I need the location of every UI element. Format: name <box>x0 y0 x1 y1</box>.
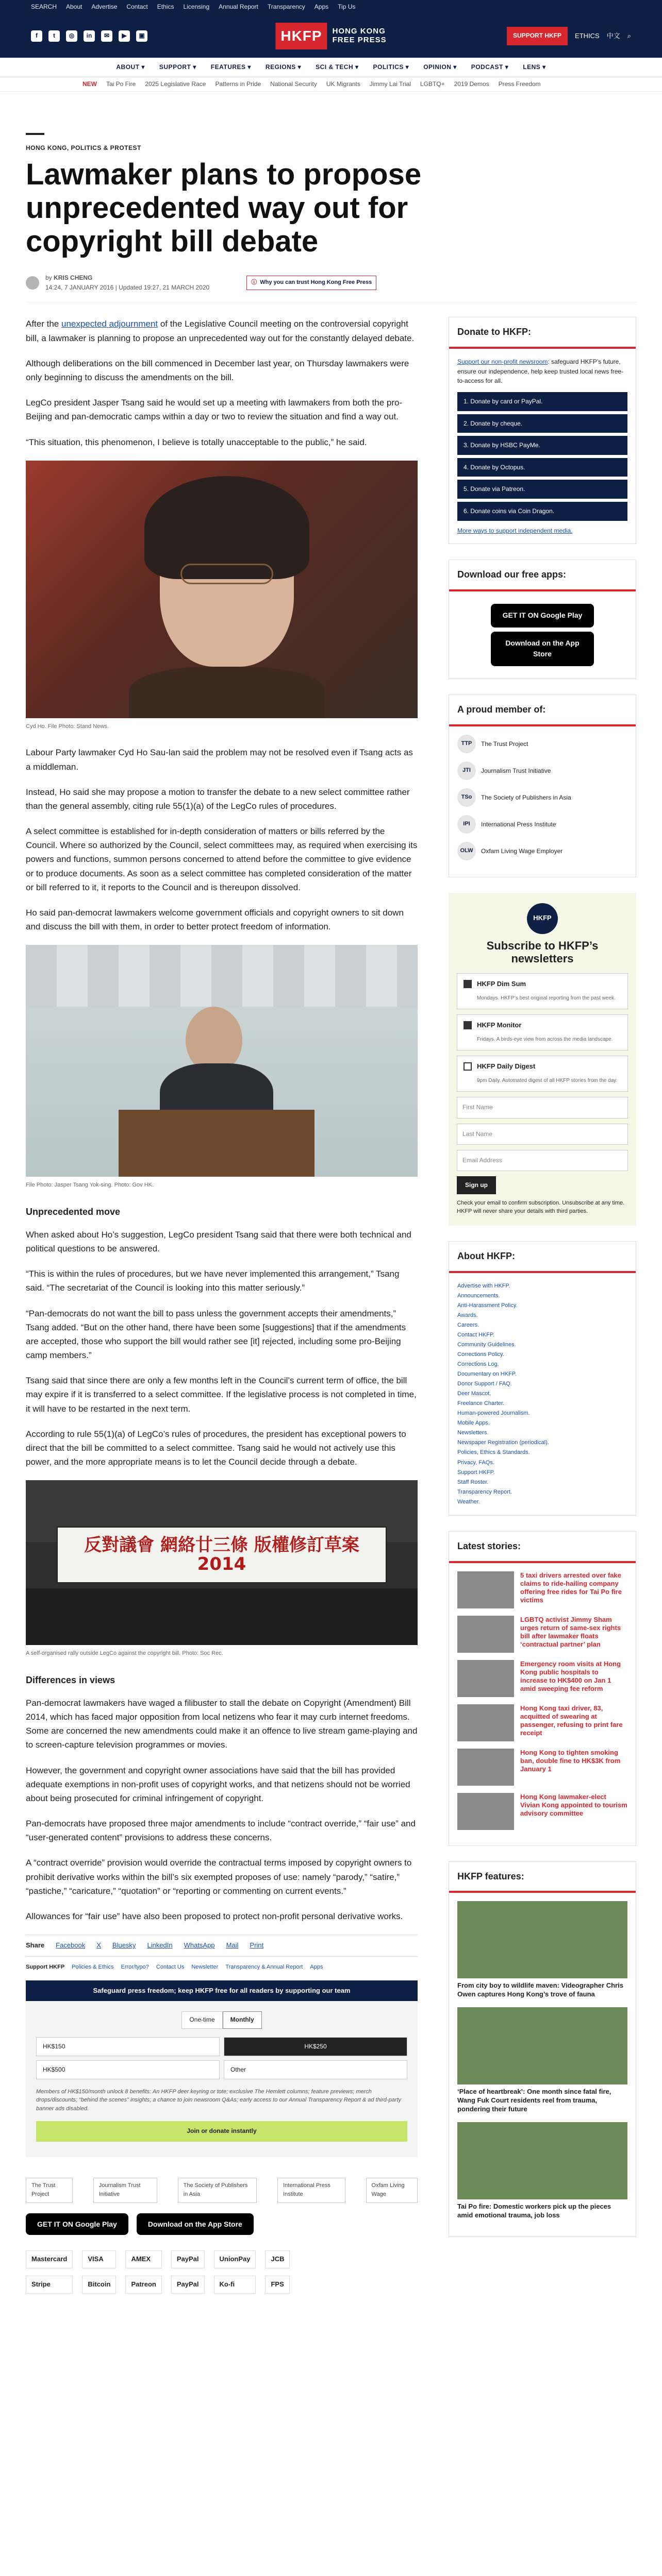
about-link[interactable]: Contact HKFP. <box>457 1331 494 1338</box>
about-link[interactable]: Documentary on HKFP. <box>457 1371 517 1378</box>
more-ways-link[interactable]: More ways to support independent media. <box>457 527 573 534</box>
amount-option[interactable]: HK$250 <box>224 2037 407 2056</box>
social-icon[interactable]: ◎ <box>66 30 77 42</box>
story-title[interactable]: Hong Kong to tighten smoking ban, double fine to HK$3K from January 1 <box>520 1748 621 1773</box>
about-link[interactable]: Donor Support / FAQ. <box>457 1381 512 1387</box>
newsletter-heading: Subscribe to HKFP’s newsletters <box>486 939 599 965</box>
amount-option[interactable]: HK$500 <box>36 2060 220 2079</box>
share-link[interactable]: Mail <box>226 1941 239 1950</box>
about-link[interactable]: Careers. <box>457 1321 479 1328</box>
feature-title[interactable]: From city boy to wildlife maven: Videographer Chris Owen captures Hong Kong’s trove of fauna <box>457 1981 623 1998</box>
support-link[interactable]: Contact Us <box>156 1964 185 1971</box>
trending-link[interactable]: UK Migrants <box>326 80 360 88</box>
main-nav <box>0 58 662 77</box>
support-label[interactable]: Support HKFP <box>26 1964 65 1971</box>
photo-caption: Cyd Ho. File Photo: Stand News. <box>26 723 109 730</box>
nav-item[interactable]: REGIONS ▾ <box>265 63 302 71</box>
trending-link[interactable]: 2025 Legislative Race <box>145 80 206 88</box>
utility-link[interactable]: SEARCH <box>31 3 57 11</box>
feature-image[interactable] <box>457 2122 627 2199</box>
payment-methods <box>26 2250 418 2294</box>
story-title[interactable]: Emergency room visits at Hong Kong public hospitals to increase to HK$400 on Jan 1 amid sweeping fee reform <box>520 1659 621 1693</box>
share-link[interactable]: WhatsApp <box>184 1941 215 1950</box>
paragraph: Instead, Ho said she may propose a motion to transfer the debate to a new select committee rather than the general assembly, citing rule 55(1)(a) of the LegCo rules of procedures. <box>26 787 410 811</box>
paragraph: Although deliberations on the bill commenced in December last year, on Thursday lawmakers were only beginning to discuss the amendments on the bill. <box>26 358 409 382</box>
member-logo-icon: IPI <box>457 815 476 834</box>
member-name: Journalism Trust Initiative <box>481 767 551 774</box>
trending-link[interactable]: LGBTQ+ <box>420 80 445 88</box>
article-title: Lawmaker plans to propose unprecedented way out for copyright bill debate <box>26 158 422 259</box>
title-rule <box>26 133 44 135</box>
footer-app-badges <box>26 2213 418 2235</box>
newsletter-logo: HKFP <box>527 903 558 934</box>
share-link[interactable]: X <box>96 1941 101 1950</box>
membership-sidebar <box>449 694 636 877</box>
trending-label: NEW <box>82 80 97 88</box>
social-icon[interactable]: f <box>31 30 42 42</box>
sidebar <box>449 317 636 2324</box>
newsletter-desc: Mondays. HKFP’s best original reporting from the past week. <box>477 995 616 1002</box>
feature-image[interactable] <box>457 2007 627 2084</box>
sidebar-heading: Latest stories: <box>449 1532 636 1563</box>
member-benefits: Members of HK$150/month unlock 8 benefits: An HKFP deer keyring or tote; exclusive The Hemlett columns; feature previews; merch drops/discounts; “behind the scenes” insights; a chance to join newsroom Q&As; early access to our Annual Transparency Report & ad third-party banner ads disabled. <box>36 2088 402 2112</box>
member-logo-icon: TTP <box>457 735 476 753</box>
monthly-toggle[interactable]: Monthly <box>223 2011 262 2028</box>
member-item[interactable] <box>457 735 627 753</box>
photo-caption: A self-organised rally outside LegCo against the copyright bill. Photo: Soc Rec. <box>26 1650 223 1657</box>
sidebar-heading: Donate to HKFP: <box>449 317 636 349</box>
about-link[interactable]: Transparency Report. <box>457 1488 512 1495</box>
support-link[interactable]: Apps <box>310 1964 323 1971</box>
paragraph: Labour Party lawmaker Cyd Ho Sau-lan said the problem may not be resolved even if Tsang acts as a middleman. <box>26 748 413 772</box>
member-name: International Press Institute <box>481 820 556 828</box>
page-container <box>26 92 636 2325</box>
newsletter-desc: 9pm Daily. Automated digest of all HKFP stories from the day. <box>477 1078 618 1084</box>
story-thumbnail[interactable] <box>457 1749 514 1786</box>
about-link[interactable]: Corrections Policy. <box>457 1351 504 1358</box>
story-thumbnail[interactable] <box>457 1616 514 1653</box>
newsletter-checkbox[interactable] <box>464 1021 472 1029</box>
utility-link[interactable]: Advertise <box>91 3 118 11</box>
author-line: by KRIS CHENG 14:24, 7 JANUARY 2016 | Updated 19:27, 21 MARCH 2020 <box>45 274 210 292</box>
paragraph: Allowances for “fair use” have also been proposed to protect non-profit personal derivative works. <box>26 1911 403 1922</box>
member-name: The Trust Project <box>481 740 528 748</box>
feature-title[interactable]: Tai Po fire: Domestic workers pick up the pieces amid emotional trauma, job loss <box>457 2202 611 2219</box>
frequency-toggle <box>36 2011 407 2028</box>
nav-item[interactable]: POLITICS ▾ <box>373 63 409 71</box>
sidebar-heading: About HKFP: <box>449 1242 636 1273</box>
social-links <box>31 30 147 42</box>
logo-mark: HKFP <box>275 23 327 50</box>
nav-item[interactable]: SUPPORT ▾ <box>159 63 196 71</box>
payment-logo: VISA <box>82 2250 116 2268</box>
share-bar <box>26 1935 418 1957</box>
newsletter-name: HKFP Dim Sum <box>477 980 526 988</box>
updated-date: Updated 19:27, 21 MARCH 2020 <box>119 284 210 292</box>
features-sidebar <box>449 1861 636 2237</box>
donate-sidebar: Donate to HKFP: Support our non-profit newsroom: safeguard HKFP’s future, ensure our independence, help keep trusted local news free-to-access for all. 1. Donate by card or PayPal. 2. Donate by cheque. 3. Donate by HSBC PayMe. 4. Donate by Octopus. 5. Donate via Patreon. 6. Donate coins via Coin Dragon. More ways to support independent media. <box>449 317 636 544</box>
about-link[interactable]: Privacy, FAQs. <box>457 1459 494 1466</box>
story-item[interactable] <box>457 1704 627 1741</box>
about-link[interactable]: Awards. <box>457 1312 478 1318</box>
payment-logo: Mastercard <box>26 2250 73 2268</box>
apps-sidebar <box>449 560 636 679</box>
section-heading: Unprecedented move <box>26 1206 121 1217</box>
newsletter-name: HKFP Monitor <box>477 1021 522 1029</box>
support-newsroom-link[interactable]: Support our non-profit newsroom <box>457 358 548 366</box>
donate-options <box>457 392 627 521</box>
author-avatar <box>26 276 39 290</box>
donate-option[interactable]: 3. Donate by HSBC PayMe. <box>457 436 627 455</box>
payment-logo: Ko-fi <box>214 2276 256 2294</box>
trending-bar <box>0 77 662 92</box>
google-play-badge[interactable]: GET IT ON Google Play <box>491 604 594 628</box>
utility-link[interactable]: Ethics <box>157 3 174 11</box>
payment-logo: UnionPay <box>214 2250 256 2268</box>
story-item[interactable] <box>457 1660 627 1697</box>
share-link[interactable]: Facebook <box>56 1941 86 1950</box>
newsletter-checkbox[interactable] <box>464 1062 472 1071</box>
category-kicker[interactable]: HONG KONG, POLITICS & PROTEST <box>26 144 141 151</box>
member-logo[interactable]: The Trust Project <box>26 2178 73 2203</box>
sidebar-heading: HKFP features: <box>449 1862 636 1893</box>
feature-title[interactable]: ‘Place of heartbreak’: One month since fatal fire, Wang Fuk Court residents reel from trauma, pondering their future <box>457 2088 611 2113</box>
member-logo[interactable]: The Society of Publishers in Asia <box>178 2178 257 2203</box>
amount-option[interactable]: HK$150 <box>36 2037 220 2056</box>
trending-link[interactable]: 2019 Demos <box>454 80 489 88</box>
byline <box>26 273 636 302</box>
paragraph: LegCo president Jasper Tsang said he would set up a meeting with lawmakers from both the pro-Beijing and pan-democratic camps within a day or two to review the situation and find a way out. <box>26 398 403 422</box>
info-icon: ⓘ <box>251 279 257 286</box>
photo-caption: File Photo: Jasper Tsang Yok-sing. Photo: Gov HK. <box>26 1182 154 1189</box>
feature-item[interactable] <box>457 2122 627 2220</box>
section-heading: Differences in views <box>26 1675 115 1685</box>
sidebar-heading: Download our free apps: <box>449 560 636 591</box>
about-link[interactable]: Policies, Ethics & Standards. <box>457 1449 530 1456</box>
about-link[interactable]: Human-powered Journalism. <box>457 1410 530 1417</box>
member-logo-icon: JTI <box>457 761 476 780</box>
donate-button[interactable]: Join or donate instantly <box>36 2121 407 2141</box>
paragraph: Pan-democrats have proposed three major amendments to include “contract override,” “fair use” and “user-generated content” provisions to address these concerns. <box>26 1819 416 1843</box>
payment-logo: Stripe <box>26 2276 73 2294</box>
payment-logo: PayPal <box>171 2250 205 2268</box>
trust-badge[interactable]: ⓘ Why you can trust Hong Kong Free Press <box>246 276 376 290</box>
paragraph: When asked about Ho’s suggestion, LegCo president Tsang said that there were both technical and political questions to be answered. <box>26 1229 411 1253</box>
payment-logo: AMEX <box>125 2250 161 2268</box>
share-link[interactable]: LinkedIn <box>147 1941 173 1950</box>
support-button[interactable]: SUPPORT HKFP <box>507 27 568 45</box>
nav-item[interactable]: FEATURES ▾ <box>210 63 251 71</box>
paragraph: “This is within the rules of procedures, but we have never implemented this arrangement,” Tsang said. “The secretariat of the Council is looking into this matter seriously.” <box>26 1269 400 1293</box>
search-icon[interactable]: ⌕ <box>627 31 631 40</box>
site-logo[interactable] <box>275 23 386 50</box>
feature-image[interactable] <box>457 1901 627 1978</box>
donate-widget <box>26 1980 418 2157</box>
member-logo[interactable]: Oxfam Living Wage <box>366 2178 418 2203</box>
story-thumbnail[interactable] <box>457 1793 514 1830</box>
support-links <box>26 1963 418 1972</box>
nav-item[interactable]: SCI & TECH ▾ <box>316 63 359 71</box>
author-name[interactable]: KRIS CHENG <box>54 274 93 282</box>
story-item[interactable] <box>457 1616 627 1653</box>
newsletter-name: HKFP Daily Digest <box>477 1062 536 1071</box>
footer-member-logos <box>26 2178 418 2203</box>
about-link[interactable]: Advertise with HKFP. <box>457 1282 510 1289</box>
logo-text: HONG KONG FREE PRESS <box>332 27 387 44</box>
trending-link[interactable]: Patterns in Pride <box>215 80 261 88</box>
masthead <box>0 14 662 58</box>
story-title[interactable]: 5 taxi drivers arrested over fake claims to ride-hailing company offering free rides for Tai Po fire victims <box>520 1571 622 1604</box>
app-store-badge[interactable]: Download on the App Store <box>491 632 594 666</box>
last-name-input[interactable]: Last Name <box>457 1124 628 1145</box>
about-link[interactable]: Newsletters. <box>457 1430 489 1436</box>
member-item[interactable] <box>457 788 627 807</box>
story-item[interactable] <box>457 1571 627 1608</box>
donate-option[interactable]: 2. Donate by cheque. <box>457 414 627 433</box>
social-icon[interactable]: in <box>84 30 95 42</box>
signup-button[interactable]: Sign up <box>457 1176 496 1194</box>
photo-jasper-tsang <box>26 945 418 1177</box>
story-title[interactable]: LGBTQ activist Jimmy Sham urges return of same-sex rights bill after lawmaker floats ‘contractual partner’ plan <box>520 1615 621 1649</box>
paragraph: A select committee is established for in-depth consideration of matters or bills referred by the Council. Where so authorized by the Council, select committees may, as required when exercising its powers and functions, summon persons concerned to attend before the committee to give evidence or to produce documents. As soon as a select committee has completed consideration of the matter or bill referred to it, it reports to the Council and is thereupon dissolved. <box>26 826 418 892</box>
feature-item[interactable] <box>457 2007 627 2114</box>
paragraph: However, the government and copyright owner associations have said that the bill has provided adequate exemptions in non-profit uses of copyright works, and that netizens should not be worried about being prosecuted for criminal infringement of copyright. <box>26 1765 410 1803</box>
support-link[interactable]: Transparency & Annual Report <box>225 1964 303 1971</box>
story-item[interactable] <box>457 1793 627 1830</box>
paragraph: According to rule 55(1)(a) of LegCo’s rules of procedures, the president has exceptional powers to direct that the bill be committed to a select committee. Tsang said he would not actively use this power, and the more appropriate means is to let the Council decide through a debate. <box>26 1429 406 1467</box>
amount-option[interactable]: Other <box>224 2060 407 2079</box>
donate-option[interactable]: 4. Donate by Octopus. <box>457 458 627 477</box>
support-link[interactable]: Error/typo? <box>121 1964 149 1971</box>
social-icon[interactable]: ✉ <box>101 30 112 42</box>
about-link[interactable]: Community Guidelines. <box>457 1341 516 1348</box>
newsletter-option[interactable] <box>457 1014 628 1050</box>
member-logo[interactable]: International Press Institute <box>277 2178 345 2203</box>
story-thumbnail[interactable] <box>457 1660 514 1697</box>
story-title[interactable]: Hong Kong taxi driver, 83, acquitted of swearing at passenger, refusing to print fare receipt <box>520 1704 623 1737</box>
newsletter-note: Check your email to confirm subscription. Unsubscribe at any time. HKFP will never share your details with third parties. <box>457 1200 625 1214</box>
about-link[interactable]: Staff Roster. <box>457 1479 489 1485</box>
paragraph: After the unexpected adjournment of the Legislative Council meeting on the controversial copyright bill, a lawmaker is planning to propose an unprecedented way out for the constantly delayed debate. <box>26 319 415 343</box>
article-body <box>26 317 418 2324</box>
story-title[interactable]: Hong Kong lawmaker-elect Vivian Kong appointed to tourism advisory committee <box>520 1792 627 1818</box>
google-play-badge[interactable]: GET IT ON Google Play <box>26 2213 128 2235</box>
story-item[interactable] <box>457 1749 627 1786</box>
donate-widget-title: Safeguard press freedom; keep HKFP free for all readers by supporting our team <box>26 1980 418 2002</box>
payment-logo: Patreon <box>125 2276 161 2294</box>
app-store-badge[interactable]: Download on the App Store <box>137 2213 254 2235</box>
paragraph: Tsang said that since there are only a few months left in the Council’s current term of office, the bill may expire if it is transferred to a select committee. If the legislative process is not completed in time, it will have to be restarted in the next term. <box>26 1376 417 1414</box>
protest-banner: 反對議會 網絡廿三條 版權修訂草案2014 <box>57 1527 387 1583</box>
email-input[interactable]: Email Address <box>457 1150 628 1171</box>
about-link[interactable]: Weather. <box>457 1498 480 1505</box>
about-link[interactable]: Corrections Log. <box>457 1361 499 1368</box>
donate-option[interactable]: 6. Donate coins via Coin Dragon. <box>457 502 627 521</box>
one-time-toggle[interactable]: One-time <box>181 2011 222 2028</box>
newsletter-checkbox[interactable] <box>464 980 472 988</box>
utility-link[interactable]: Transparency <box>267 3 305 11</box>
member-logo[interactable]: Journalism Trust Initiative <box>93 2178 157 2203</box>
member-name: Oxfam Living Wage Employer <box>481 847 563 855</box>
nav-item[interactable]: ABOUT ▾ <box>116 63 145 71</box>
story-thumbnail[interactable] <box>457 1704 514 1741</box>
story-thumbnail[interactable] <box>457 1571 514 1608</box>
about-link[interactable]: Deer Mascot. <box>457 1391 491 1397</box>
newsletter-signup <box>449 893 636 1226</box>
payment-logo: PayPal <box>171 2276 205 2294</box>
about-link[interactable]: Anti-Harassment Policy. <box>457 1302 518 1309</box>
donate-option[interactable]: 1. Donate by card or PayPal. <box>457 392 627 411</box>
about-sidebar <box>449 1241 636 1516</box>
social-icon[interactable]: ▣ <box>136 30 147 42</box>
member-item[interactable] <box>457 761 627 780</box>
share-link[interactable]: Bluesky <box>112 1941 136 1950</box>
support-link[interactable]: Policies & Ethics <box>72 1964 114 1971</box>
nav-item[interactable]: LENS ▾ <box>523 63 546 71</box>
utility-link[interactable]: Licensing <box>183 3 210 11</box>
amount-options <box>36 2037 407 2079</box>
nav-item[interactable]: PODCAST ▾ <box>471 63 509 71</box>
about-link[interactable]: Mobile Apps. <box>457 1420 490 1427</box>
paragraph: Ho said pan-democrat lawmakers welcome government officials and copyright owners to sit down and discuss the bill with them, in order to better protect freedom of information. <box>26 908 404 932</box>
feature-item[interactable] <box>457 1901 627 1999</box>
about-link[interactable]: Announcements. <box>457 1292 500 1299</box>
donate-option[interactable]: 5. Donate via Patreon. <box>457 480 627 499</box>
payment-logo: FPS <box>265 2276 290 2294</box>
first-name-input[interactable]: First Name <box>457 1097 628 1118</box>
trending-link[interactable]: Jimmy Lai Trial <box>369 80 411 88</box>
trending-link[interactable]: Press Freedom <box>498 80 541 88</box>
paragraph: Pan-democrat lawmakers have waged a filibuster to stall the debate on Copyright (Amendment) Bill 2014, which has faced major opposition from local netizens who fear it may curb internet freedoms. Some are concerned the new amendments could make it an offence to live stream game-playing and to screen-capture television programmes or movies. <box>26 1698 418 1750</box>
nav-item[interactable]: OPINION ▾ <box>423 63 457 71</box>
member-item[interactable] <box>457 842 627 860</box>
paragraph: A “contract override” provision would override the contractual terms imposed by copyright owners to prohibit derivative works within the bill’s six exempted proposes of use: namely “parody,” “satire,” “pastiche,” “caricature,” “quotation” or “reporting or commenting on current events.” <box>26 1858 412 1896</box>
paragraph: “This situation, this phenomenon, I believe is totally unacceptable to the public,” he said. <box>26 437 367 447</box>
social-icon[interactable]: t <box>48 30 60 42</box>
adjournment-link[interactable]: unexpected adjournment <box>61 319 158 329</box>
member-item[interactable] <box>457 815 627 834</box>
newsletter-desc: Fridays. A birds-eye view from across the media landscape. <box>477 1037 613 1043</box>
member-logo-icon: TSo <box>457 788 476 807</box>
paragraph: “Pan-democrats do not want the bill to pass unless the government accepts their amendments,” Tsang added. “But on the other hand, there have been some [suggestions] that if the amendments are accepted, those who support the bill would rather see [it] rejected, including some pro-Beijing camp members.” <box>26 1308 406 1361</box>
utility-link[interactable]: Annual Report <box>219 3 258 11</box>
share-link[interactable]: Print <box>250 1941 264 1950</box>
sidebar-heading: A proud member of: <box>449 695 636 726</box>
about-link[interactable]: Support HKFP. <box>457 1469 495 1476</box>
newsletter-option[interactable] <box>457 973 628 1009</box>
about-link[interactable]: Freelance Charter. <box>457 1400 505 1407</box>
photo-cyd-ho <box>26 461 418 718</box>
utility-link[interactable]: Contact <box>126 3 148 11</box>
utility-link[interactable]: Apps <box>314 3 329 11</box>
social-icon[interactable]: ▶ <box>119 30 130 42</box>
trending-link[interactable]: National Security <box>270 80 317 88</box>
support-link[interactable]: Newsletter <box>191 1964 219 1971</box>
ethics-link[interactable]: ETHICS <box>575 31 600 40</box>
masthead-actions <box>507 27 631 45</box>
utility-link[interactable]: About <box>66 3 82 11</box>
member-logo-icon: OLW <box>457 842 476 860</box>
payment-logo: Bitcoin <box>82 2276 116 2294</box>
trending-link[interactable]: Tai Po Fire <box>106 80 136 88</box>
share-label: Share <box>26 1941 45 1950</box>
about-link[interactable]: Newspaper Registration (periodical). <box>457 1439 549 1446</box>
chinese-link[interactable]: 中文 <box>606 31 620 40</box>
utility-link[interactable]: Tip Us <box>338 3 356 11</box>
photo-rally <box>26 1480 418 1645</box>
publish-date: 14:24, 7 JANUARY 2016 <box>45 284 114 292</box>
newsletter-option[interactable] <box>457 1056 628 1092</box>
member-name: The Society of Publishers in Asia <box>481 793 571 801</box>
utility-bar <box>0 0 662 14</box>
payment-logo: JCB <box>265 2250 290 2268</box>
latest-sidebar <box>449 1531 636 1846</box>
